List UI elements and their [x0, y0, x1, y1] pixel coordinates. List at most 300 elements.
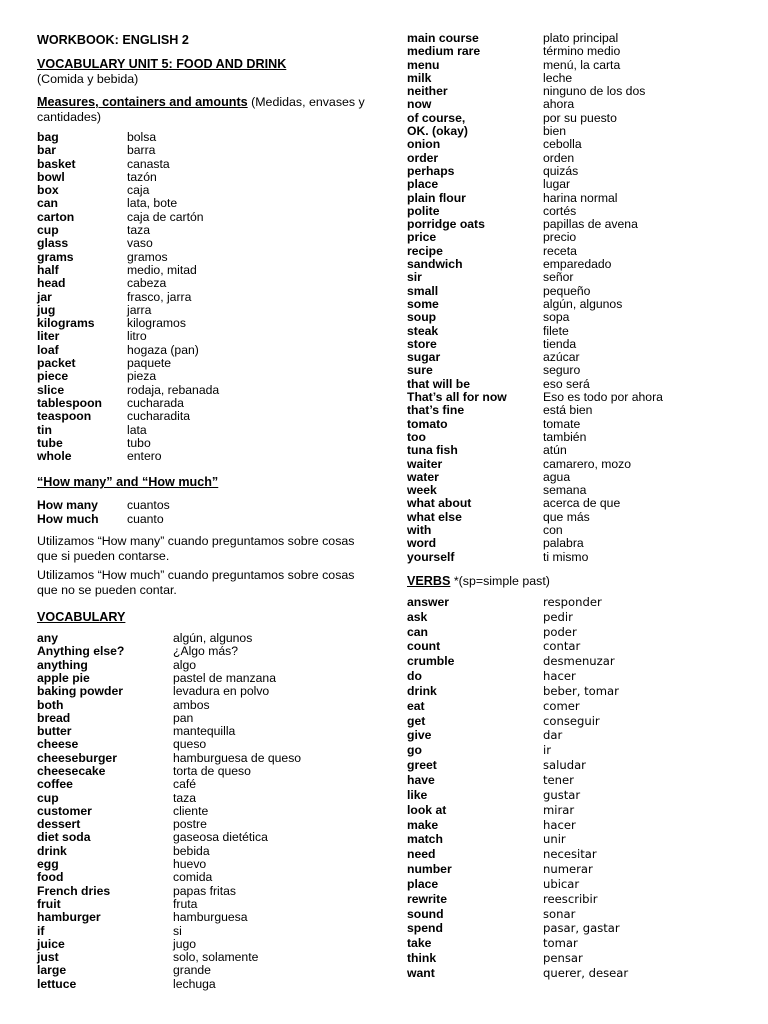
vocabulary-row — [37, 765, 367, 778]
term-spanish: con — [543, 522, 563, 537]
measure-row — [37, 291, 367, 304]
term-english: medium rare — [407, 44, 481, 59]
term-english: that’s fine — [407, 403, 465, 418]
term-english: sandwich — [407, 257, 463, 272]
term-english: That’s all for now — [407, 390, 507, 405]
verb-row — [407, 699, 737, 714]
term-english: need — [407, 847, 436, 862]
vocabulary-row — [407, 152, 737, 165]
term-english: apple pie — [37, 670, 90, 685]
measure-row — [37, 144, 367, 157]
vocabulary-list-continued — [407, 32, 737, 564]
vocabulary-row — [407, 138, 737, 151]
term-spanish: lugar — [543, 177, 571, 192]
term-spanish: está bien — [543, 403, 593, 418]
term-english: with — [407, 522, 432, 537]
term-spanish: agua — [543, 469, 571, 484]
vocabulary-row — [37, 938, 367, 951]
term-english: tuna fish — [407, 443, 458, 458]
term-spanish: kilogramos — [127, 316, 186, 331]
vocabulary-row — [407, 98, 737, 111]
vocabulary-row — [37, 672, 367, 685]
term-english: coffee — [37, 777, 73, 792]
term-english: sound — [407, 906, 444, 921]
term-english: whole — [37, 449, 72, 464]
term-english: match — [407, 832, 443, 847]
term-spanish: papas fritas — [173, 883, 237, 898]
term-english: fruit — [37, 896, 61, 911]
measure-row — [37, 437, 367, 450]
term-spanish: tubo — [127, 435, 151, 450]
vocabulary-row — [37, 659, 367, 672]
vocabulary-row — [407, 484, 737, 497]
term-spanish: jugo — [173, 936, 197, 951]
term-spanish: pastel de manzana — [173, 670, 276, 685]
term-spanish: fruta — [173, 896, 198, 911]
term-spanish: vaso — [127, 236, 153, 251]
term-english: OK. (okay) — [407, 124, 468, 139]
unit-subtitle: (Comida y bebida) — [37, 72, 139, 86]
term-spanish: papillas de avena — [543, 217, 638, 232]
measure-row — [37, 277, 367, 290]
vocabulary-row — [407, 271, 737, 284]
term-spanish: ambos — [173, 697, 210, 712]
vocabulary-row — [407, 192, 737, 205]
vocabulary-row — [407, 325, 737, 338]
term-spanish: señor — [543, 270, 574, 285]
term-english: jug — [37, 302, 56, 317]
term-english: ask — [407, 609, 428, 624]
term-english: French dries — [37, 883, 111, 898]
term-spanish: si — [173, 923, 182, 938]
term-english: that will be — [407, 376, 470, 391]
measure-row — [37, 211, 367, 224]
term-spanish: acerca de que — [543, 496, 621, 511]
measure-row — [37, 370, 367, 383]
term-spanish: ir — [543, 743, 551, 758]
term-english: take — [407, 936, 432, 951]
term-spanish: tomate — [543, 416, 581, 431]
term-spanish: algún, algunos — [543, 296, 623, 311]
term-english: bread — [37, 710, 71, 725]
verb-row — [407, 728, 737, 743]
term-spanish: levadura en polvo — [173, 684, 270, 699]
term-spanish: huevo — [173, 857, 207, 872]
term-english: box — [37, 183, 59, 198]
term-spanish: ubicar — [543, 876, 580, 891]
term-spanish: pensar — [543, 951, 583, 966]
term-english: get — [407, 713, 426, 728]
term-english: make — [407, 817, 439, 832]
term-spanish: numerar — [543, 862, 593, 877]
vocabulary-row — [37, 898, 367, 911]
measure-row — [37, 197, 367, 210]
term-english: price — [407, 230, 437, 245]
term-spanish: reescribir — [543, 891, 598, 906]
term-english: drink — [37, 843, 67, 858]
term-spanish: cabeza — [127, 276, 167, 291]
vocabulary-row — [37, 818, 367, 831]
measure-row — [37, 424, 367, 437]
term-english: customer — [37, 803, 92, 818]
term-english: sugar — [407, 350, 441, 365]
term-english: look at — [407, 802, 447, 817]
term-spanish: emparedado — [543, 257, 612, 272]
term-spanish: ti mismo — [543, 549, 589, 564]
term-spanish: mirar — [543, 802, 575, 817]
verb-row — [407, 654, 737, 669]
term-spanish: barra — [127, 143, 156, 158]
vocabulary-row — [37, 645, 367, 658]
term-english: lettuce — [37, 976, 77, 991]
vocabulary-row — [407, 418, 737, 431]
measure-row — [37, 131, 367, 144]
vocabulary-row — [37, 925, 367, 938]
term-english: place — [407, 876, 439, 891]
vocabulary-row — [407, 471, 737, 484]
vocabulary-row — [407, 32, 737, 45]
verb-row — [407, 684, 737, 699]
term-english: like — [407, 787, 428, 802]
term-spanish: gramos — [127, 249, 168, 264]
verb-row — [407, 818, 737, 833]
term-english: piece — [37, 369, 69, 384]
term-spanish: caja de cartón — [127, 209, 204, 224]
how-list — [37, 499, 367, 526]
term-spanish: Eso es todo por ahora — [543, 390, 663, 405]
term-english: order — [407, 150, 439, 165]
term-english: can — [407, 624, 429, 639]
term-spanish: tomar — [543, 936, 578, 951]
term-english: glass — [37, 236, 69, 251]
term-spanish: postre — [173, 817, 207, 832]
vocabulary-heading: VOCABULARY — [37, 610, 126, 625]
term-spanish: taza — [173, 790, 197, 805]
verb-row — [407, 892, 737, 907]
term-spanish: mantequilla — [173, 724, 236, 739]
vocabulary-row — [37, 858, 367, 871]
verb-row — [407, 758, 737, 773]
measure-row — [37, 357, 367, 370]
verb-row — [407, 936, 737, 951]
term-english: cup — [37, 223, 59, 238]
term-spanish: contar — [543, 639, 581, 654]
vocabulary-row — [407, 112, 737, 125]
term-spanish: queso — [173, 737, 207, 752]
term-english: now — [407, 97, 432, 112]
term-spanish: frasco, jarra — [127, 289, 192, 304]
vocabulary-row — [407, 245, 737, 258]
term-spanish: hamburguesa — [173, 910, 248, 925]
term-english: large — [37, 963, 67, 978]
term-english: spend — [407, 921, 443, 936]
vocabulary-list — [37, 632, 367, 991]
term-spanish: precio — [543, 230, 577, 245]
term-spanish: término medio — [543, 44, 621, 59]
vocabulary-row — [407, 524, 737, 537]
verb-row — [407, 847, 737, 862]
term-english: loaf — [37, 342, 59, 357]
term-spanish: eso será — [543, 376, 590, 391]
term-english: do — [407, 669, 422, 684]
vocabulary-row — [37, 712, 367, 725]
vocabulary-row — [407, 285, 737, 298]
vocabulary-row — [37, 792, 367, 805]
term-spanish: litro — [127, 329, 147, 344]
term-spanish: orden — [543, 150, 575, 165]
term-english: week — [407, 483, 437, 498]
measure-row — [37, 397, 367, 410]
term-english: recipe — [407, 243, 443, 258]
measure-row — [37, 264, 367, 277]
term-spanish: medio, mitad — [127, 262, 197, 277]
term-english: sure — [407, 363, 433, 378]
term-english: juice — [37, 936, 65, 951]
term-english: go — [407, 743, 422, 758]
measure-row — [37, 304, 367, 317]
term-spanish: tazón — [127, 169, 157, 184]
term-english: teaspoon — [37, 409, 92, 424]
vocabulary-row — [407, 298, 737, 311]
term-english: menu — [407, 57, 440, 72]
term-spanish: unir — [543, 832, 566, 847]
term-english: drink — [407, 683, 437, 698]
term-english: neither — [407, 84, 448, 99]
how-many-note: Utilizamos “How many” cuando preguntamos sobre cosas que si pueden contarse. — [37, 534, 355, 564]
term-spanish: saludar — [543, 758, 586, 773]
term-spanish: canasta — [127, 156, 170, 171]
verbs-title: VERBS — [407, 573, 451, 588]
vocabulary-row — [37, 752, 367, 765]
term-english: small — [407, 283, 439, 298]
vocabulary-row — [37, 978, 367, 991]
measure-row — [37, 317, 367, 330]
term-spanish: pedir — [543, 609, 573, 624]
vocabulary-row — [37, 632, 367, 645]
term-spanish: palabra — [543, 536, 584, 551]
term-english: crumble — [407, 654, 455, 669]
verbs-note: *(sp=simple past) — [450, 573, 550, 588]
vocabulary-row — [407, 85, 737, 98]
term-spanish: seguro — [543, 363, 581, 378]
term-english: head — [37, 276, 66, 291]
term-english: rewrite — [407, 891, 447, 906]
vocabulary-row — [37, 685, 367, 698]
measure-row — [37, 450, 367, 463]
term-spanish: responder — [543, 594, 602, 609]
term-spanish: cliente — [173, 803, 209, 818]
term-english: tablespoon — [37, 395, 103, 410]
verb-row — [407, 625, 737, 640]
term-spanish: bien — [543, 124, 567, 139]
term-spanish: ¿Algo más? — [173, 644, 239, 659]
term-spanish: comida — [173, 870, 213, 885]
term-spanish: gaseosa dietética — [173, 830, 268, 845]
term-spanish: plato principal — [543, 31, 619, 45]
verb-row — [407, 714, 737, 729]
term-english: greet — [407, 758, 437, 773]
term-english: jar — [37, 289, 52, 304]
term-spanish: cuantos — [127, 498, 170, 513]
term-english: basket — [37, 156, 76, 171]
vocabulary-row — [407, 404, 737, 417]
term-english: perhaps — [407, 163, 455, 178]
term-english: can — [37, 196, 59, 211]
term-spanish: poder — [543, 624, 577, 639]
term-spanish: semana — [543, 483, 587, 498]
term-spanish: que más — [543, 509, 590, 524]
term-english: if — [37, 923, 45, 938]
term-spanish: atún — [543, 443, 567, 458]
measures-title: Measures, containers and amounts — [37, 95, 248, 109]
term-spanish: desmenuzar — [543, 654, 615, 669]
term-english: have — [407, 773, 435, 787]
vocabulary-row — [37, 871, 367, 884]
term-spanish: gustar — [543, 787, 581, 802]
term-english: bag — [37, 130, 59, 144]
how-much-note: Utilizamos “How much” cuando preguntamos sobre cosas que no se pueden contar. — [37, 568, 355, 598]
term-english: bowl — [37, 169, 65, 184]
vocabulary-row — [407, 338, 737, 351]
vocabulary-row — [407, 431, 737, 444]
term-spanish: camarero, mozo — [543, 456, 632, 471]
measures-note: (Medidas, envases y cantidades) — [37, 95, 365, 124]
vocabulary-row — [407, 444, 737, 457]
term-spanish: querer, desear — [543, 965, 629, 980]
term-english: dessert — [37, 817, 81, 832]
term-english: steak — [407, 323, 439, 338]
vocabulary-row — [37, 738, 367, 751]
term-english: give — [407, 728, 432, 743]
term-english: any — [37, 631, 59, 646]
term-english: cheese — [37, 737, 79, 752]
vocabulary-row — [407, 178, 737, 191]
vocabulary-row — [407, 45, 737, 58]
vocabulary-row — [37, 699, 367, 712]
term-spanish: por su puesto — [543, 110, 617, 125]
term-spanish: pieza — [127, 369, 157, 384]
term-spanish: menú, la carta — [543, 57, 621, 72]
how-heading: “How many” and “How much” — [37, 475, 219, 490]
term-english: place — [407, 177, 439, 192]
vocabulary-row — [407, 391, 737, 404]
measure-row — [37, 184, 367, 197]
term-english: think — [407, 951, 437, 966]
measures-heading — [37, 95, 367, 125]
verb-row — [407, 862, 737, 877]
term-english: eat — [407, 698, 425, 713]
term-english: slice — [37, 382, 65, 397]
unit-title: VOCABULARY UNIT 5: FOOD AND DRINK — [37, 57, 287, 71]
term-spanish: ninguno de los dos — [543, 84, 646, 99]
measure-row — [37, 224, 367, 237]
term-spanish: cortés — [543, 203, 577, 218]
vocabulary-row — [407, 205, 737, 218]
verb-row — [407, 951, 737, 966]
term-english: number — [407, 862, 452, 877]
vocabulary-row — [37, 845, 367, 858]
term-english: main course — [407, 31, 479, 45]
vocabulary-row — [407, 125, 737, 138]
term-spanish: paquete — [127, 356, 172, 371]
verb-row — [407, 907, 737, 922]
term-spanish: jarra — [127, 302, 152, 317]
vocabulary-row — [37, 831, 367, 844]
term-spanish: azúcar — [543, 350, 580, 365]
term-english: some — [407, 296, 439, 311]
term-english: anything — [37, 657, 88, 672]
term-spanish: quizás — [543, 163, 579, 178]
term-spanish: pan — [173, 710, 194, 725]
term-spanish: bebida — [173, 843, 210, 858]
term-english: diet soda — [37, 830, 91, 845]
vocabulary-row — [407, 364, 737, 377]
verb-row — [407, 877, 737, 892]
vocabulary-row — [37, 964, 367, 977]
term-english: cup — [37, 790, 59, 805]
vocabulary-row — [407, 511, 737, 524]
term-english: How many — [37, 498, 98, 513]
vocabulary-row — [37, 951, 367, 964]
measure-row — [37, 384, 367, 397]
term-spanish: también — [543, 429, 587, 444]
term-english: half — [37, 262, 59, 277]
term-english: tube — [37, 435, 63, 450]
term-spanish: rodaja, rebanada — [127, 382, 220, 397]
vocabulary-row — [407, 231, 737, 244]
verb-row — [407, 773, 737, 788]
term-spanish: leche — [543, 70, 573, 85]
term-english: plain flour — [407, 190, 466, 205]
vocabulary-row — [37, 805, 367, 818]
term-english: yourself — [407, 549, 455, 564]
term-english: what else — [407, 509, 462, 524]
term-english: count — [407, 639, 441, 654]
verb-row — [407, 595, 737, 610]
term-english: waiter — [407, 456, 443, 471]
term-english: what about — [407, 496, 472, 511]
term-spanish: pequeño — [543, 283, 591, 298]
term-spanish: cebolla — [543, 137, 582, 152]
verbs-heading — [407, 574, 737, 589]
term-spanish: café — [173, 777, 197, 792]
left-column — [37, 32, 367, 991]
measure-row — [37, 171, 367, 184]
term-spanish: tener — [543, 773, 574, 787]
how-row — [37, 499, 367, 512]
verb-row — [407, 966, 737, 981]
workbook-title: WORKBOOK: ENGLISH 2 — [37, 33, 189, 47]
term-english: cheesecake — [37, 763, 106, 778]
verb-row — [407, 803, 737, 818]
vocabulary-row — [37, 911, 367, 924]
term-spanish: receta — [543, 243, 577, 258]
measure-row — [37, 158, 367, 171]
term-spanish: hogaza (pan) — [127, 342, 199, 357]
term-english: food — [37, 870, 64, 885]
term-english: store — [407, 336, 437, 351]
verb-row — [407, 788, 737, 803]
vocabulary-row — [407, 311, 737, 324]
term-english: egg — [37, 857, 59, 872]
verb-row — [407, 921, 737, 936]
vocabulary-row — [407, 218, 737, 231]
term-english: bar — [37, 143, 56, 158]
term-english: want — [407, 965, 435, 980]
how-row — [37, 513, 367, 526]
term-spanish: torta de queso — [173, 763, 251, 778]
term-english: packet — [37, 356, 76, 371]
